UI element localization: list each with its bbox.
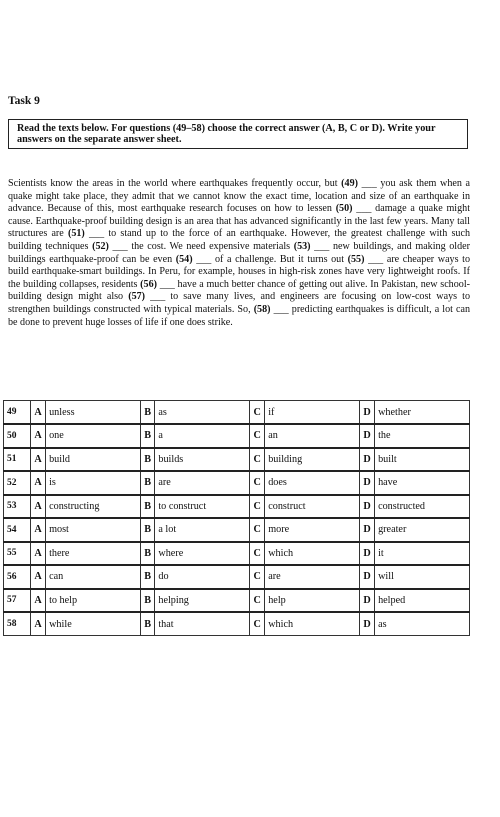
question-row — [4, 612, 470, 636]
option-text: there — [46, 542, 141, 566]
question-row — [4, 471, 470, 495]
option-text: are — [155, 471, 250, 495]
option-letter: B — [140, 424, 154, 448]
instructions-box — [8, 119, 468, 149]
task-title: Task 9 — [8, 95, 40, 107]
option-letter: C — [250, 518, 265, 542]
passage-text: ___ you ask them when a quake might take place, they admit that we cannot know the exact time, location and size of an earthquake in advance. Because of this, most earthquake research focuses on how to lessen — [8, 178, 471, 215]
question-number: 49 — [4, 401, 31, 425]
passage-text: ___ have a much better chance of getting out alive. In Pakistan, new school-building design might also — [8, 278, 470, 303]
option-letter: A — [31, 589, 46, 613]
gap-number: (53) — [293, 240, 311, 252]
option-letter: C — [250, 565, 265, 589]
option-letter: C — [250, 542, 265, 566]
gap-number: (52) — [92, 240, 109, 252]
passage-text: ___ damage a quake might cause. Earthquake-proof building design is an area that has advanced significantly in the last few years. Many tall structures are — [8, 203, 470, 240]
passage-text: ___ predicting earthquakes is difficult, a lot can be done to prevent huge losses of life if one does strike. — [8, 303, 470, 328]
option-text: which — [265, 542, 360, 566]
gap-number: (55) — [347, 253, 365, 265]
option-text: building — [265, 448, 360, 472]
option-text: an — [265, 424, 360, 448]
option-text: one — [46, 424, 141, 448]
gap-number: (56) — [140, 278, 157, 290]
option-text: to help — [46, 589, 141, 613]
option-letter: B — [140, 448, 154, 472]
question-number: 53 — [4, 495, 31, 519]
option-text: can — [46, 565, 141, 589]
option-text: a — [155, 424, 250, 448]
option-text: build — [46, 448, 141, 472]
option-text: built — [375, 448, 470, 472]
passage-paragraph — [8, 178, 470, 329]
question-number: 50 — [4, 424, 31, 448]
question-number: 54 — [4, 518, 31, 542]
option-text: as — [375, 612, 470, 636]
option-letter: B — [140, 471, 154, 495]
answer-options-table — [3, 400, 470, 636]
option-letter: D — [360, 612, 375, 636]
option-text: helped — [375, 589, 470, 613]
option-letter: C — [250, 401, 265, 425]
passage-text: ___ are cheaper ways to build earthquake-smart buildings. In Peru, for example, houses in high-risk zones have very lightweight roofs. If the building collapses, residents — [8, 253, 470, 290]
option-letter: B — [140, 565, 154, 589]
option-text: more — [265, 518, 360, 542]
option-text: is — [46, 471, 141, 495]
option-letter: A — [31, 448, 46, 472]
option-letter: D — [360, 448, 375, 472]
passage-text: Scientists know the areas in the world where earthquakes frequently occur, but — [8, 178, 342, 189]
option-letter: A — [31, 612, 46, 636]
option-text: to construct — [155, 495, 250, 519]
option-letter: C — [250, 448, 265, 472]
option-letter: C — [250, 589, 265, 613]
option-letter: D — [360, 542, 375, 566]
gap-number: (49) — [341, 178, 358, 189]
option-letter: D — [360, 589, 375, 613]
question-number: 56 — [4, 565, 31, 589]
option-letter: A — [31, 471, 46, 495]
option-letter: C — [250, 495, 265, 519]
option-letter: C — [250, 471, 265, 495]
option-text: as — [155, 401, 250, 425]
option-letter: A — [31, 565, 46, 589]
option-letter: D — [360, 495, 375, 519]
passage-text: ___ to save many lives, and engineers are focusing on low-cost ways to strengthen buildings constructed with typical materials. So, — [8, 291, 470, 315]
option-text: builds — [155, 448, 250, 472]
option-letter: A — [31, 518, 46, 542]
gap-number: (58) — [253, 303, 271, 315]
option-text: greater — [375, 518, 470, 542]
option-text: constructed — [375, 495, 470, 519]
question-row — [4, 448, 470, 472]
option-text: will — [375, 565, 470, 589]
option-text: are — [265, 565, 360, 589]
option-letter: D — [360, 471, 375, 495]
passage-text: ___ the cost. We need expensive materials — [108, 240, 294, 252]
passage-text: ___ new buildings, and making older buildings earthquake-proof can be even — [8, 240, 470, 265]
option-letter: B — [140, 542, 154, 566]
passage-text: ___ of a challenge. But it turns out — [192, 253, 348, 265]
option-text: where — [155, 542, 250, 566]
question-row — [4, 589, 470, 613]
passage-text: ___ to stand up to the force of an earthquake. However, the greatest challenge with such building techniques — [8, 228, 470, 252]
instructions-text: Read the texts below. For questions (49–58) choose the correct answer (A, B, C or D). Write your answers on the separate answer sheet. — [17, 123, 436, 145]
option-text: a lot — [155, 518, 250, 542]
question-number: 57 — [4, 589, 31, 613]
option-text: construct — [265, 495, 360, 519]
question-row — [4, 565, 470, 589]
option-letter: B — [140, 495, 154, 519]
question-row — [4, 424, 470, 448]
option-letter: C — [250, 424, 265, 448]
option-text: have — [375, 471, 470, 495]
option-letter: C — [250, 612, 265, 636]
reading-passage — [8, 178, 470, 329]
gap-number: (57) — [128, 291, 146, 303]
question-number: 51 — [4, 448, 31, 472]
question-number: 52 — [4, 471, 31, 495]
question-number: 55 — [4, 542, 31, 566]
gap-number: (51) — [67, 228, 85, 240]
option-text: does — [265, 471, 360, 495]
option-letter: B — [140, 518, 154, 542]
option-letter: D — [360, 565, 375, 589]
option-letter: D — [360, 401, 375, 425]
option-letter: A — [31, 542, 46, 566]
question-number: 58 — [4, 612, 31, 636]
option-letter: D — [360, 518, 375, 542]
question-row — [4, 495, 470, 519]
option-text: it — [375, 542, 470, 566]
option-text: unless — [46, 401, 141, 425]
question-row — [4, 542, 470, 566]
option-text: which — [265, 612, 360, 636]
option-letter: A — [31, 401, 46, 425]
option-letter: B — [140, 401, 154, 425]
gap-number: (54) — [175, 253, 193, 265]
option-text: if — [265, 401, 360, 425]
option-text: help — [265, 589, 360, 613]
option-text: that — [155, 612, 250, 636]
option-letter: B — [140, 612, 154, 636]
option-text: while — [46, 612, 141, 636]
option-text: the — [375, 424, 470, 448]
question-row — [4, 401, 470, 425]
option-letter: A — [31, 495, 46, 519]
option-letter: B — [140, 589, 154, 613]
option-text: do — [155, 565, 250, 589]
option-text: most — [46, 518, 141, 542]
option-text: constructing — [46, 495, 141, 519]
question-row — [4, 518, 470, 542]
option-text: whether — [375, 401, 470, 425]
gap-number: (50) — [335, 203, 353, 215]
option-text: helping — [155, 589, 250, 613]
option-letter: D — [360, 424, 375, 448]
option-letter: A — [31, 424, 46, 448]
